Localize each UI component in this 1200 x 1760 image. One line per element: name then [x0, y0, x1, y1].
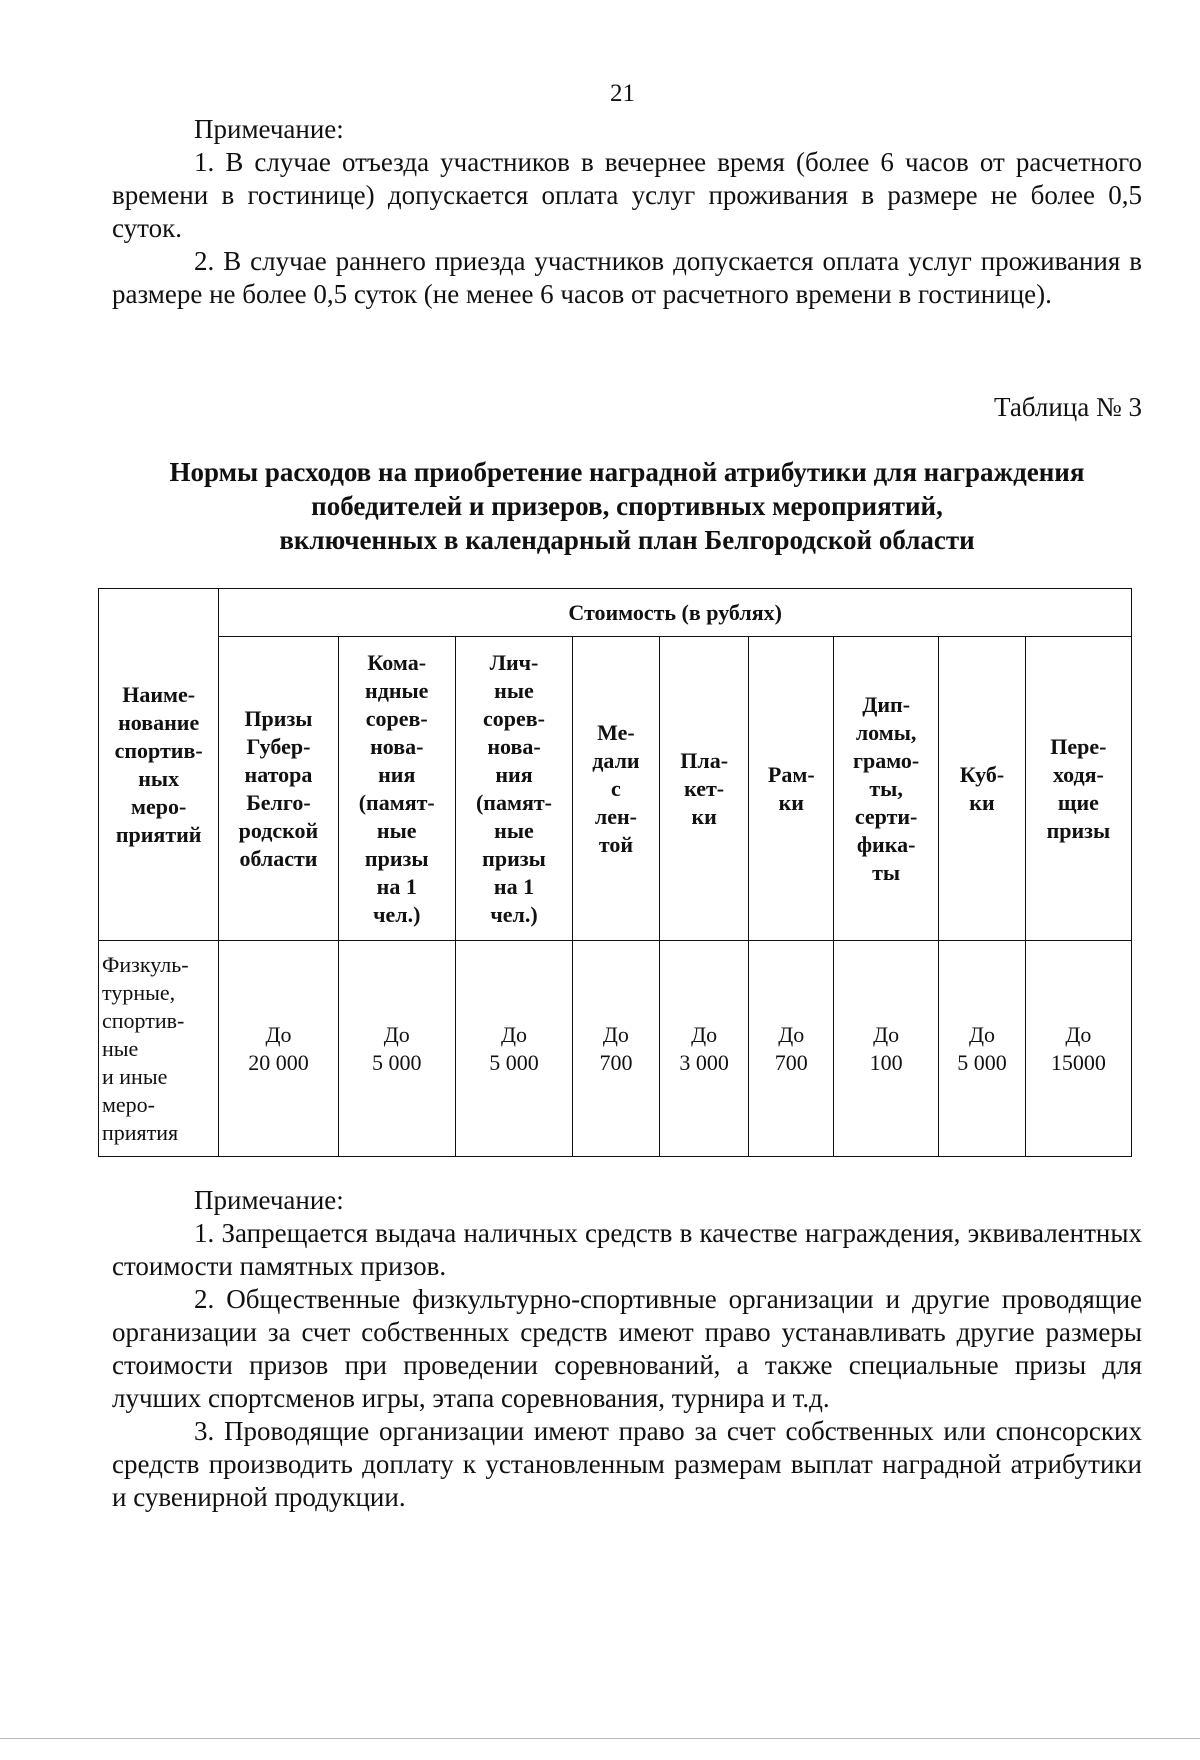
- scan-edge-line: [0, 1738, 1200, 1739]
- expense-norms-table: [98, 588, 1132, 1157]
- note-item: 2. В случае раннего приезда участников допускается оплата услуг проживания в размере не более 0,5 суток (не менее 6 часов от расчетного времени в гостинице).: [112, 246, 1142, 309]
- note-item: 1. Запрещается выдача наличных средств в качестве награждения, эквивалентных стоимости памятных призов.: [112, 1218, 1142, 1281]
- note-title: Примечание:: [194, 114, 344, 144]
- row-name-cell: Физкуль- турные, спортив- ные и иные меро- приятия: [99, 941, 219, 1157]
- col-header-frames: Рам- ки: [749, 637, 834, 941]
- note-item: 2. Общественные физкультурно-спортивные организации и другие проводящие организации за счет собственных средств имеют право устанавливать другие размеры стоимости призов при проведении соревнований, а также специальные призы для лучших спортсменов игры, этапа соревнования, турнира и т.д.: [112, 1284, 1142, 1413]
- value-cell: До 5 000: [338, 941, 455, 1157]
- value-cell: До 100: [834, 941, 939, 1157]
- note-item: 3. Проводящие организации имеют право за счет собственных или спонсорских средств производить доплату к установленным размерам выплат наградной атрибутики и сувенирной продукции.: [112, 1416, 1142, 1512]
- col-header-team-competitions: Кома- ндные сорев- нова- ния (памят- ные призы на 1 чел.): [338, 637, 455, 941]
- page-number: 21: [610, 80, 635, 107]
- note-title: Примечание:: [194, 1185, 344, 1215]
- col-header-event-name: Наиме- нование спортив- ных меро- приятий: [99, 589, 219, 941]
- value-cell: До 5 000: [455, 941, 572, 1157]
- col-header-individual-competitions: Лич- ные сорев- нова- ния (памят- ные призы на 1 чел.): [455, 637, 572, 941]
- note-item: 1. В случае отъезда участников в вечернее время (более 6 часов от расчетного времени в гостинице) допускается оплата услуг проживания в размере не более 0,5 суток.: [112, 147, 1142, 243]
- col-header-medals: Ме- дали с лен- той: [573, 637, 660, 941]
- cost-header: Стоимость (в рублях): [219, 589, 1132, 637]
- value-cell: До 15000: [1025, 941, 1131, 1157]
- col-header-plaques: Пла- кет- ки: [659, 637, 749, 941]
- col-header-cups: Куб- ки: [939, 637, 1026, 941]
- table-label: Таблица № 3: [994, 392, 1142, 422]
- note-block-2: [112, 1184, 1142, 1514]
- col-header-challenge-prizes: Пере- ходя- щие призы: [1025, 637, 1131, 941]
- table-title: Нормы расходов на приобретение наградной атрибутики для награждения победителей и призеров, спортивных мероприятий, включенных в календарный план Белгородской области: [169, 457, 1085, 555]
- value-cell: До 5 000: [939, 941, 1026, 1157]
- note-block-1: [112, 113, 1142, 311]
- value-cell: До 700: [749, 941, 834, 1157]
- value-cell: До 700: [573, 941, 660, 1157]
- value-cell: До 3 000: [659, 941, 749, 1157]
- col-header-diplomas: Дип- ломы, грамо- ты, серти- фика- ты: [834, 637, 939, 941]
- table-row: [99, 941, 1132, 1157]
- col-header-governor-prizes: Призы Губер- натора Белго- родской области: [219, 637, 338, 941]
- value-cell: До 20 000: [219, 941, 338, 1157]
